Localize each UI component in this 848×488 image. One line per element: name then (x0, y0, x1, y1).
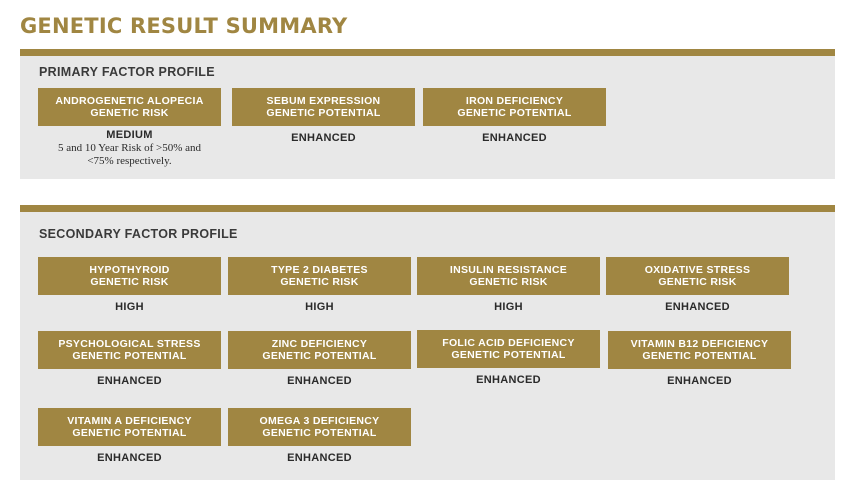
factor-label: SEBUM EXPRESSION GENETIC POTENTIAL (232, 88, 415, 126)
factor-value: HIGH (494, 301, 523, 313)
factor-value: ENHANCED (287, 452, 352, 464)
factor-label: OMEGA 3 DEFICIENCY GENETIC POTENTIAL (228, 408, 411, 446)
factor-value: ENHANCED (287, 375, 352, 387)
primary-factor-panel (20, 49, 835, 179)
factor-type-2-diabetes (228, 257, 411, 313)
factor-iron-deficiency (423, 88, 606, 144)
factor-value: ENHANCED (665, 301, 730, 313)
primary-section-title: PRIMARY FACTOR PROFILE (39, 65, 215, 79)
factor-folic-acid-deficiency (417, 330, 600, 386)
factor-oxidative-stress (606, 257, 789, 313)
factor-note: 5 and 10 Year Risk of >50% and <75% respectively. (57, 142, 202, 167)
factor-vitamin-b12-deficiency (608, 331, 791, 387)
factor-value: ENHANCED (291, 132, 356, 144)
factor-value: MEDIUM (106, 129, 153, 141)
factor-label: ANDROGENETIC ALOPECIA GENETIC RISK (38, 88, 221, 126)
factor-vitamin-a-deficiency (38, 408, 221, 464)
factor-label: VITAMIN B12 DEFICIENCY GENETIC POTENTIAL (608, 331, 791, 369)
factor-omega-3-deficiency (228, 408, 411, 464)
page-title: GENETIC RESULT SUMMARY (20, 14, 348, 38)
factor-psychological-stress (38, 331, 221, 387)
factor-value: ENHANCED (667, 375, 732, 387)
factor-label: IRON DEFICIENCY GENETIC POTENTIAL (423, 88, 606, 126)
factor-insulin-resistance (417, 257, 600, 313)
secondary-section-title: SECONDARY FACTOR PROFILE (39, 227, 238, 241)
factor-zinc-deficiency (228, 331, 411, 387)
secondary-factor-panel (20, 205, 835, 480)
factor-label: ZINC DEFICIENCY GENETIC POTENTIAL (228, 331, 411, 369)
factor-label: TYPE 2 DIABETES GENETIC RISK (228, 257, 411, 295)
factor-androgenetic-alopecia (38, 88, 221, 168)
factor-label: PSYCHOLOGICAL STRESS GENETIC POTENTIAL (38, 331, 221, 369)
factor-value: ENHANCED (476, 374, 541, 386)
factor-label: OXIDATIVE STRESS GENETIC RISK (606, 257, 789, 295)
factor-hypothyroid (38, 257, 221, 313)
factor-label: INSULIN RESISTANCE GENETIC RISK (417, 257, 600, 295)
factor-label: VITAMIN A DEFICIENCY GENETIC POTENTIAL (38, 408, 221, 446)
factor-value: ENHANCED (482, 132, 547, 144)
factor-label: HYPOTHYROID GENETIC RISK (38, 257, 221, 295)
factor-value: HIGH (115, 301, 144, 313)
factor-label: FOLIC ACID DEFICIENCY GENETIC POTENTIAL (417, 330, 600, 368)
factor-value: HIGH (305, 301, 334, 313)
factor-value: ENHANCED (97, 452, 162, 464)
factor-value: ENHANCED (97, 375, 162, 387)
factor-sebum-expression (232, 88, 415, 144)
